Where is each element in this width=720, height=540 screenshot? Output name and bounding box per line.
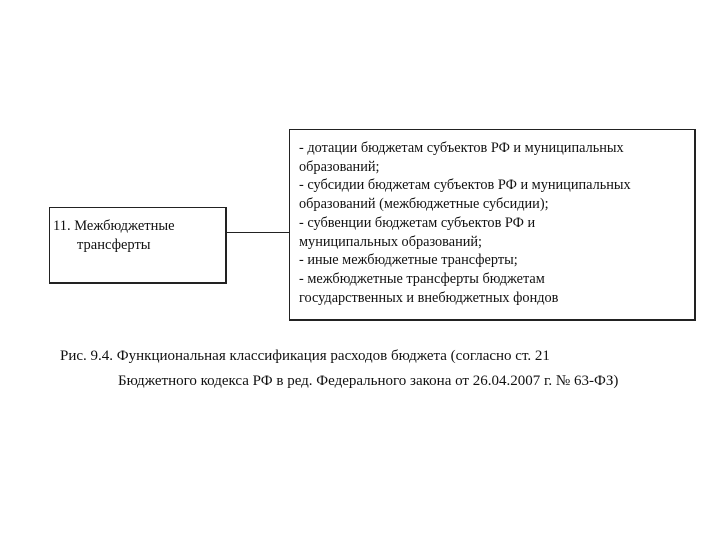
transfers-list-line: образований; bbox=[299, 158, 380, 175]
transfers-list-line: - иные межбюджетные трансферты; bbox=[299, 252, 518, 269]
figure-caption bbox=[60, 344, 700, 394]
connector-line bbox=[227, 232, 289, 233]
figure-caption-line2: Бюджетного кодекса РФ в ред. Федерального закона от 26.04.2007 г. № 63-ФЗ) bbox=[118, 373, 619, 389]
transfers-list-line: - дотации бюджетам субъектов РФ и муниципальных bbox=[299, 140, 624, 156]
category-title-line2: трансферты bbox=[77, 237, 151, 253]
figure-caption-line1: Рис. 9.4. Функциональная классификация расходов бюджета (согласно ст. 21 bbox=[60, 348, 550, 364]
transfers-list-line: - субвенции бюджетам субъектов РФ и bbox=[299, 214, 536, 231]
category-title-line1: 11. Межбюджетные bbox=[53, 218, 175, 234]
transfers-list-line: - межбюджетные трансферты бюджетам bbox=[299, 270, 545, 287]
transfers-list-line: муниципальных образований; bbox=[299, 233, 483, 250]
transfers-list-line: государственных и внебюджетных фондов bbox=[299, 289, 559, 306]
category-box bbox=[49, 207, 227, 284]
transfers-list-box bbox=[289, 129, 696, 321]
transfers-list-line: - субсидии бюджетам субъектов РФ и муниципальных bbox=[299, 177, 631, 194]
transfers-list-line: образований (межбюджетные субсидии); bbox=[299, 196, 549, 213]
